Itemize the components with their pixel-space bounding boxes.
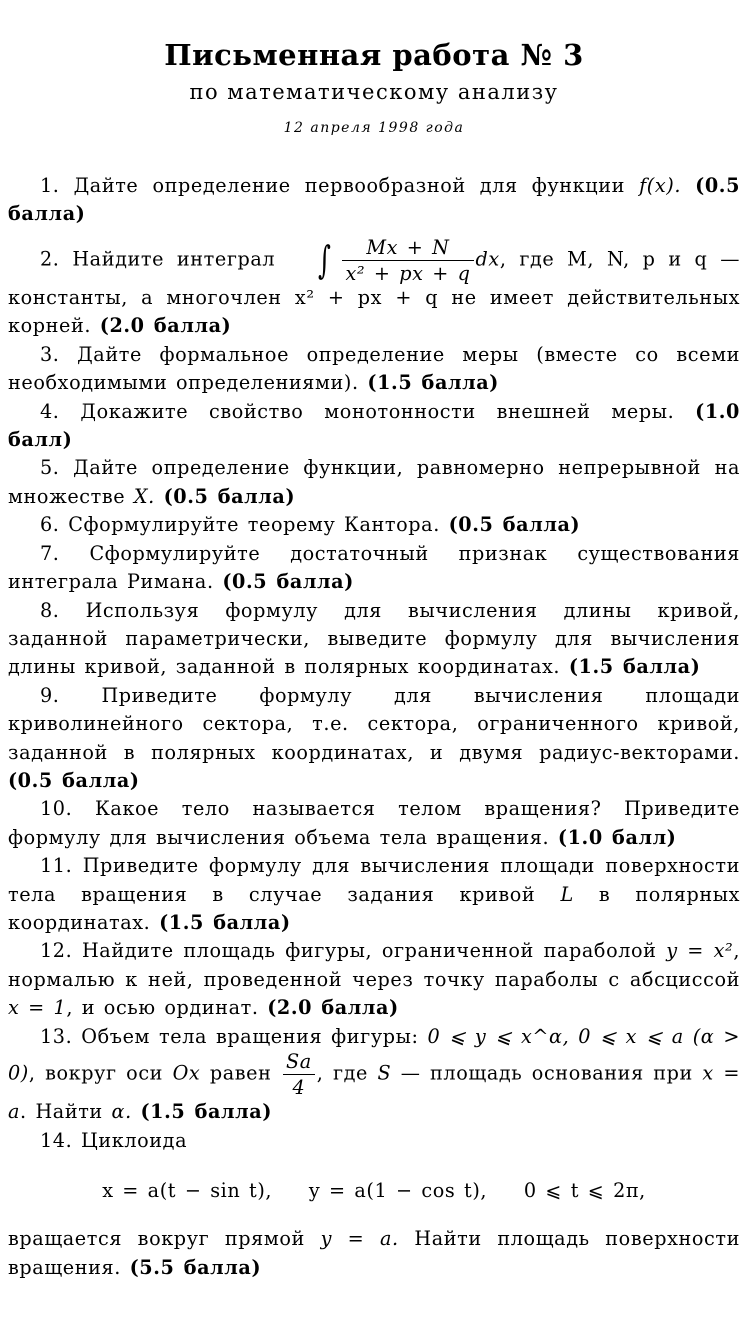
problem-score: (5.5 балла) (129, 1255, 262, 1279)
problem-text: Какое тело называется телом вращения? Приведите формулу для вычисления объема тела вращения. (8, 797, 741, 849)
problem-score: (1.0 балл) (8, 399, 741, 452)
problem-text: Дайте определение первообразной для функции (73, 174, 625, 197)
page-title: Письменная работа № 3 (164, 38, 584, 72)
problem-5 (8, 454, 740, 511)
fraction-denominator: 4 (292, 1076, 306, 1100)
problem-13 (8, 1023, 740, 1127)
problem-number: 2. (40, 247, 60, 271)
equation-y: y = a(1 − cos t), (308, 1179, 488, 1203)
math-expr: Ox (172, 1061, 201, 1085)
problem-number: 13. (40, 1024, 73, 1048)
problem-6 (8, 511, 740, 539)
problem-text: Дайте определение функции, равномерно непрерывной на множестве (8, 456, 740, 508)
problem-text: Объем тела вращения фигуры: (81, 1024, 419, 1048)
integrand-fraction (342, 237, 473, 284)
problem-text: в полярных координатах. (8, 882, 741, 934)
math-expr: L (560, 882, 574, 906)
math-expr: 0 ⩽ y ⩽ x^α, 0 ⩽ x ⩽ a (α > 0) (8, 1024, 740, 1085)
fraction-numerator: Mx + N (342, 237, 473, 261)
problem-score: (2.0 балла) (267, 996, 399, 1020)
problem-text: Приведите формулу для вычисления площади криволинейного сектора, т.е. сектора, ограниченного кривой, заданной в полярных координатах, и двумя радиус-векторами. (8, 683, 740, 764)
problem-text: Дайте формальное определение меры (вместе со всеми необходимыми определениями). (8, 342, 740, 395)
problem-text: вращается вокруг прямой (8, 1227, 305, 1251)
problem-10 (8, 795, 740, 852)
problem-text: Приведите формулу для вычисления площади поверхности тела вращения в случае задания кривой (8, 854, 741, 906)
equation-x: x = a(t − sin t), (102, 1179, 273, 1203)
problem-score: (0.5 балла) (8, 174, 741, 226)
problem-number: 4. (40, 399, 60, 423)
problem-text: , вокруг оси (28, 1061, 164, 1085)
problem-1 (8, 172, 740, 229)
fraction-numerator: Sa (283, 1051, 315, 1075)
problem-list (8, 172, 740, 1282)
problem-number: 12. (40, 939, 73, 963)
problem-number: 1. (40, 174, 60, 197)
volume-fraction (283, 1051, 315, 1098)
problem-text: равен (209, 1061, 272, 1085)
problem-number: 9. (40, 683, 60, 707)
problem-text: Сформулируйте достаточный признак существования интеграла Римана. (8, 541, 740, 594)
problem-text: . Найти (20, 1100, 103, 1124)
problem-9 (8, 682, 740, 796)
problem-text: , где M, N, p и q — константы, а многочлен x² + px + q не имеет действительных корней. (8, 247, 741, 338)
problem-text: Найдите интеграл (72, 247, 276, 271)
page-subtitle: по математическому анализу (189, 80, 559, 104)
problem-text: , и осью ординат. (66, 996, 259, 1020)
problem-number: 7. (40, 541, 60, 565)
cycloid-equations (8, 1177, 740, 1205)
problem-3 (8, 341, 740, 398)
problem-text: Докажите свойство монотонности внешней меры. (80, 399, 675, 423)
problem-14-continuation (8, 1225, 740, 1282)
problem-11 (8, 852, 740, 937)
math-expr: y = a. (320, 1227, 399, 1251)
problem-text: Используя формулу для вычисления длины кривой, заданной параметрически, выведите формулу для вычисления длины кривой, заданной в полярных координатах. (8, 598, 740, 679)
problem-score: (2.0 балла) (99, 314, 232, 338)
fraction-denominator: x² + px + q (345, 261, 471, 285)
problem-score: (1.5 балла) (367, 371, 499, 395)
math-expr: x = 1 (8, 996, 67, 1020)
problem-14 (8, 1127, 740, 1155)
problem-4 (8, 398, 740, 455)
math-expr: α. (111, 1100, 132, 1124)
problem-number: 5. (40, 456, 60, 480)
problem-score: (0.5 балла) (448, 513, 581, 537)
math-dx: dx (475, 247, 500, 271)
problem-8 (8, 597, 740, 682)
math-expr: y = x² (666, 939, 734, 963)
problem-2: 2. Найдите интеграл ∫ $\frac{Mx + N}{\text{x² + px + q}}$ dx, где M, N, p и q — константы, а многочлен x² + px + q не имеет действительных корней. (2.0 балла) (8, 235, 741, 338)
problem-text: Сформулируйте теорему Кантора. (68, 513, 440, 537)
problem-score: (1.5 балла) (140, 1100, 273, 1124)
problem-score: (0.5 балла) (163, 484, 296, 508)
problem-number: 14. (40, 1128, 73, 1152)
problem-number: 8. (40, 598, 60, 622)
problem-number: 6. (40, 513, 60, 537)
math-expr: x = a (8, 1061, 741, 1124)
math-expr: f(x). (639, 174, 682, 197)
math-expr: X. (133, 484, 155, 508)
problem-number: 11. (40, 854, 73, 878)
problem-text: Циклоида (81, 1128, 188, 1152)
page-date: 12 апреля 1998 года (283, 120, 465, 136)
math-expr: S (377, 1061, 392, 1085)
problem-score: (1.5 балла) (159, 910, 291, 934)
problem-12 (8, 937, 740, 1022)
problem-score: (1.5 балла) (568, 655, 701, 679)
problem-score: (0.5 балла) (222, 570, 354, 594)
problem-text: , нормалью к ней, проведенной через точку параболы с абсциссой (8, 939, 741, 991)
problem-score: (1.0 балл) (557, 825, 677, 849)
problem-score: (0.5 балла) (8, 768, 140, 792)
problem-7 (8, 540, 740, 597)
problem-number: 3. (40, 342, 60, 366)
problem-number: 10. (40, 797, 73, 821)
problem-text: , где (316, 1061, 369, 1085)
problem-text: — площадь основания при (400, 1061, 693, 1085)
problem-text: Найти площадь поверхности вращения. (8, 1227, 740, 1279)
problem-text: Найдите площадь фигуры, ограниченной параболой (81, 939, 657, 963)
equation-t-range: 0 ⩽ t ⩽ 2π, (523, 1179, 646, 1203)
